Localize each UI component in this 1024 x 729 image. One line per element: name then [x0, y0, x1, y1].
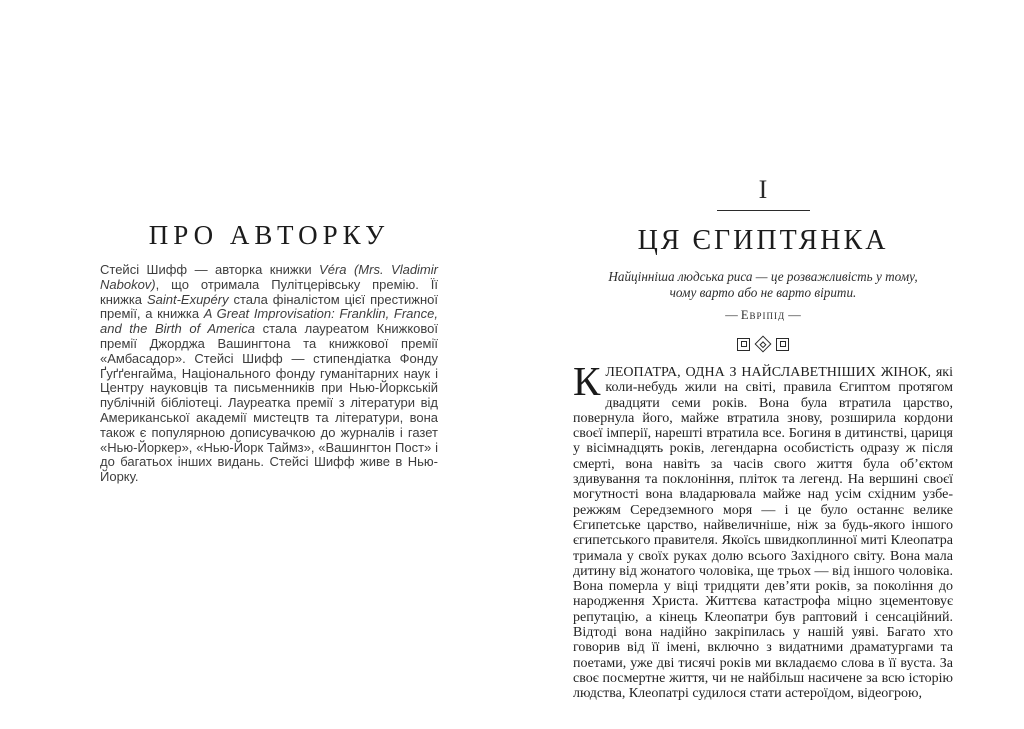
chapter-title: ЦЯ ЄГИПТЯНКА	[637, 225, 889, 256]
attribution-author: Евріпід	[740, 308, 786, 322]
chapter-body-paragraph	[573, 358, 953, 702]
nested-square-ornament-icon	[737, 338, 750, 351]
drop-cap: К	[573, 358, 601, 404]
chapter-rule-divider	[717, 210, 810, 211]
about-author-title: ПРО АВТОРКУ	[148, 220, 390, 250]
nested-square-ornament-icon	[776, 338, 789, 351]
body-text: , які коли-небудь жили на світі, правила Єгиптом протягом двадцяти семи років. Вона була втратила царство, повернула його, майже втратила знову, розширила кордони своєї імперії, нарешті втратила все. Богиня в дитинстві, цариця у вісімнадцять років, легендарна особистість одразу ж після смерті, вона навіть за часів свого життя була об’єктом здивування та поклоніння, пліток та легенд. На вершині своєї могутності вона владарювала майже над усім східним узбережжям Середземного моря — і це було останнє велике Єгипетське царство, найвеличніше, ніж за будь-якого іншого єгипетського правителя. Якоїсь швидкоплинної миті Клеопатра тримала у своїх руках долю всього Західного світу. Вона мала дитину від жонатого чоловіка, ще трьох — від іншого чоловіка. Вона померла у віці тридцяти дев’яти років, за покоління до народження Христа. Життєва катастрофа міцно зцементовує репутацію, а кінець Клеопатри був раптовий і сенсаційний. Відтоді вона надійно закріпилась у нашій уяві. Багато хто говорив від її імені, включно з видатними драматургами та поетами, уже дві тисячі років ми вкладаємо слова в її вуста. За своє посмертне життя, чи не найбільш насичене за всю історію людства, Клеопатрі судилося стати астероїдом, відеогрою,	[573, 365, 953, 702]
attribution-dash-right: —	[785, 308, 801, 322]
left-page	[100, 220, 438, 485]
attribution-dash-left: —	[725, 308, 741, 322]
nested-diamond-ornament-icon	[755, 336, 772, 353]
right-page	[573, 176, 953, 702]
epigraph	[573, 269, 953, 301]
epigraph-line-1: Найцінніша людська риса — це розважливість у тому,	[608, 269, 918, 284]
epigraph-line-2: чому варто або не варто вірити.	[669, 285, 857, 300]
chapter-number: I	[758, 175, 768, 204]
lead-small-caps: ЛЕОПАТРА, ОДНА З НАЙСЛАВЕТНІШИХ ЖІНОК	[605, 365, 928, 380]
epigraph-attribution	[573, 308, 953, 322]
about-author-paragraph: Стейсі Шифф — авторка книжки Véra (Mrs. Vladimir Nabokov), що отримала Пулітцерівську премію. Її книжка Saint-Exupéry стала фіналістом цієї престижної премії, а книжка A Great Improvisation: Franklin, France, and the Birth of America стала лауреатом Книжкової премії Джорджа Вашингтона та книжкової премії «Амбасадор». Стейсі Шифф — стипендіатка Фонду Ґуґґенгайма, Національного фонду гуманітарних наук і Центру науковців та письменників при Нью-Йоркській публічній бібліотеці. Лауреатка премії з літератури від Американської академії мистецтв та літератури, вона також є популярною дописувачкою до журналів і газет «Нью-Йоркер», «Нью-Йорк Таймз», «Вашингтон Пост» і до багатьох інших видань. Стейсі Шифф живе в Нью-Йорку.	[100, 262, 439, 485]
chapter-ornament	[573, 335, 953, 353]
